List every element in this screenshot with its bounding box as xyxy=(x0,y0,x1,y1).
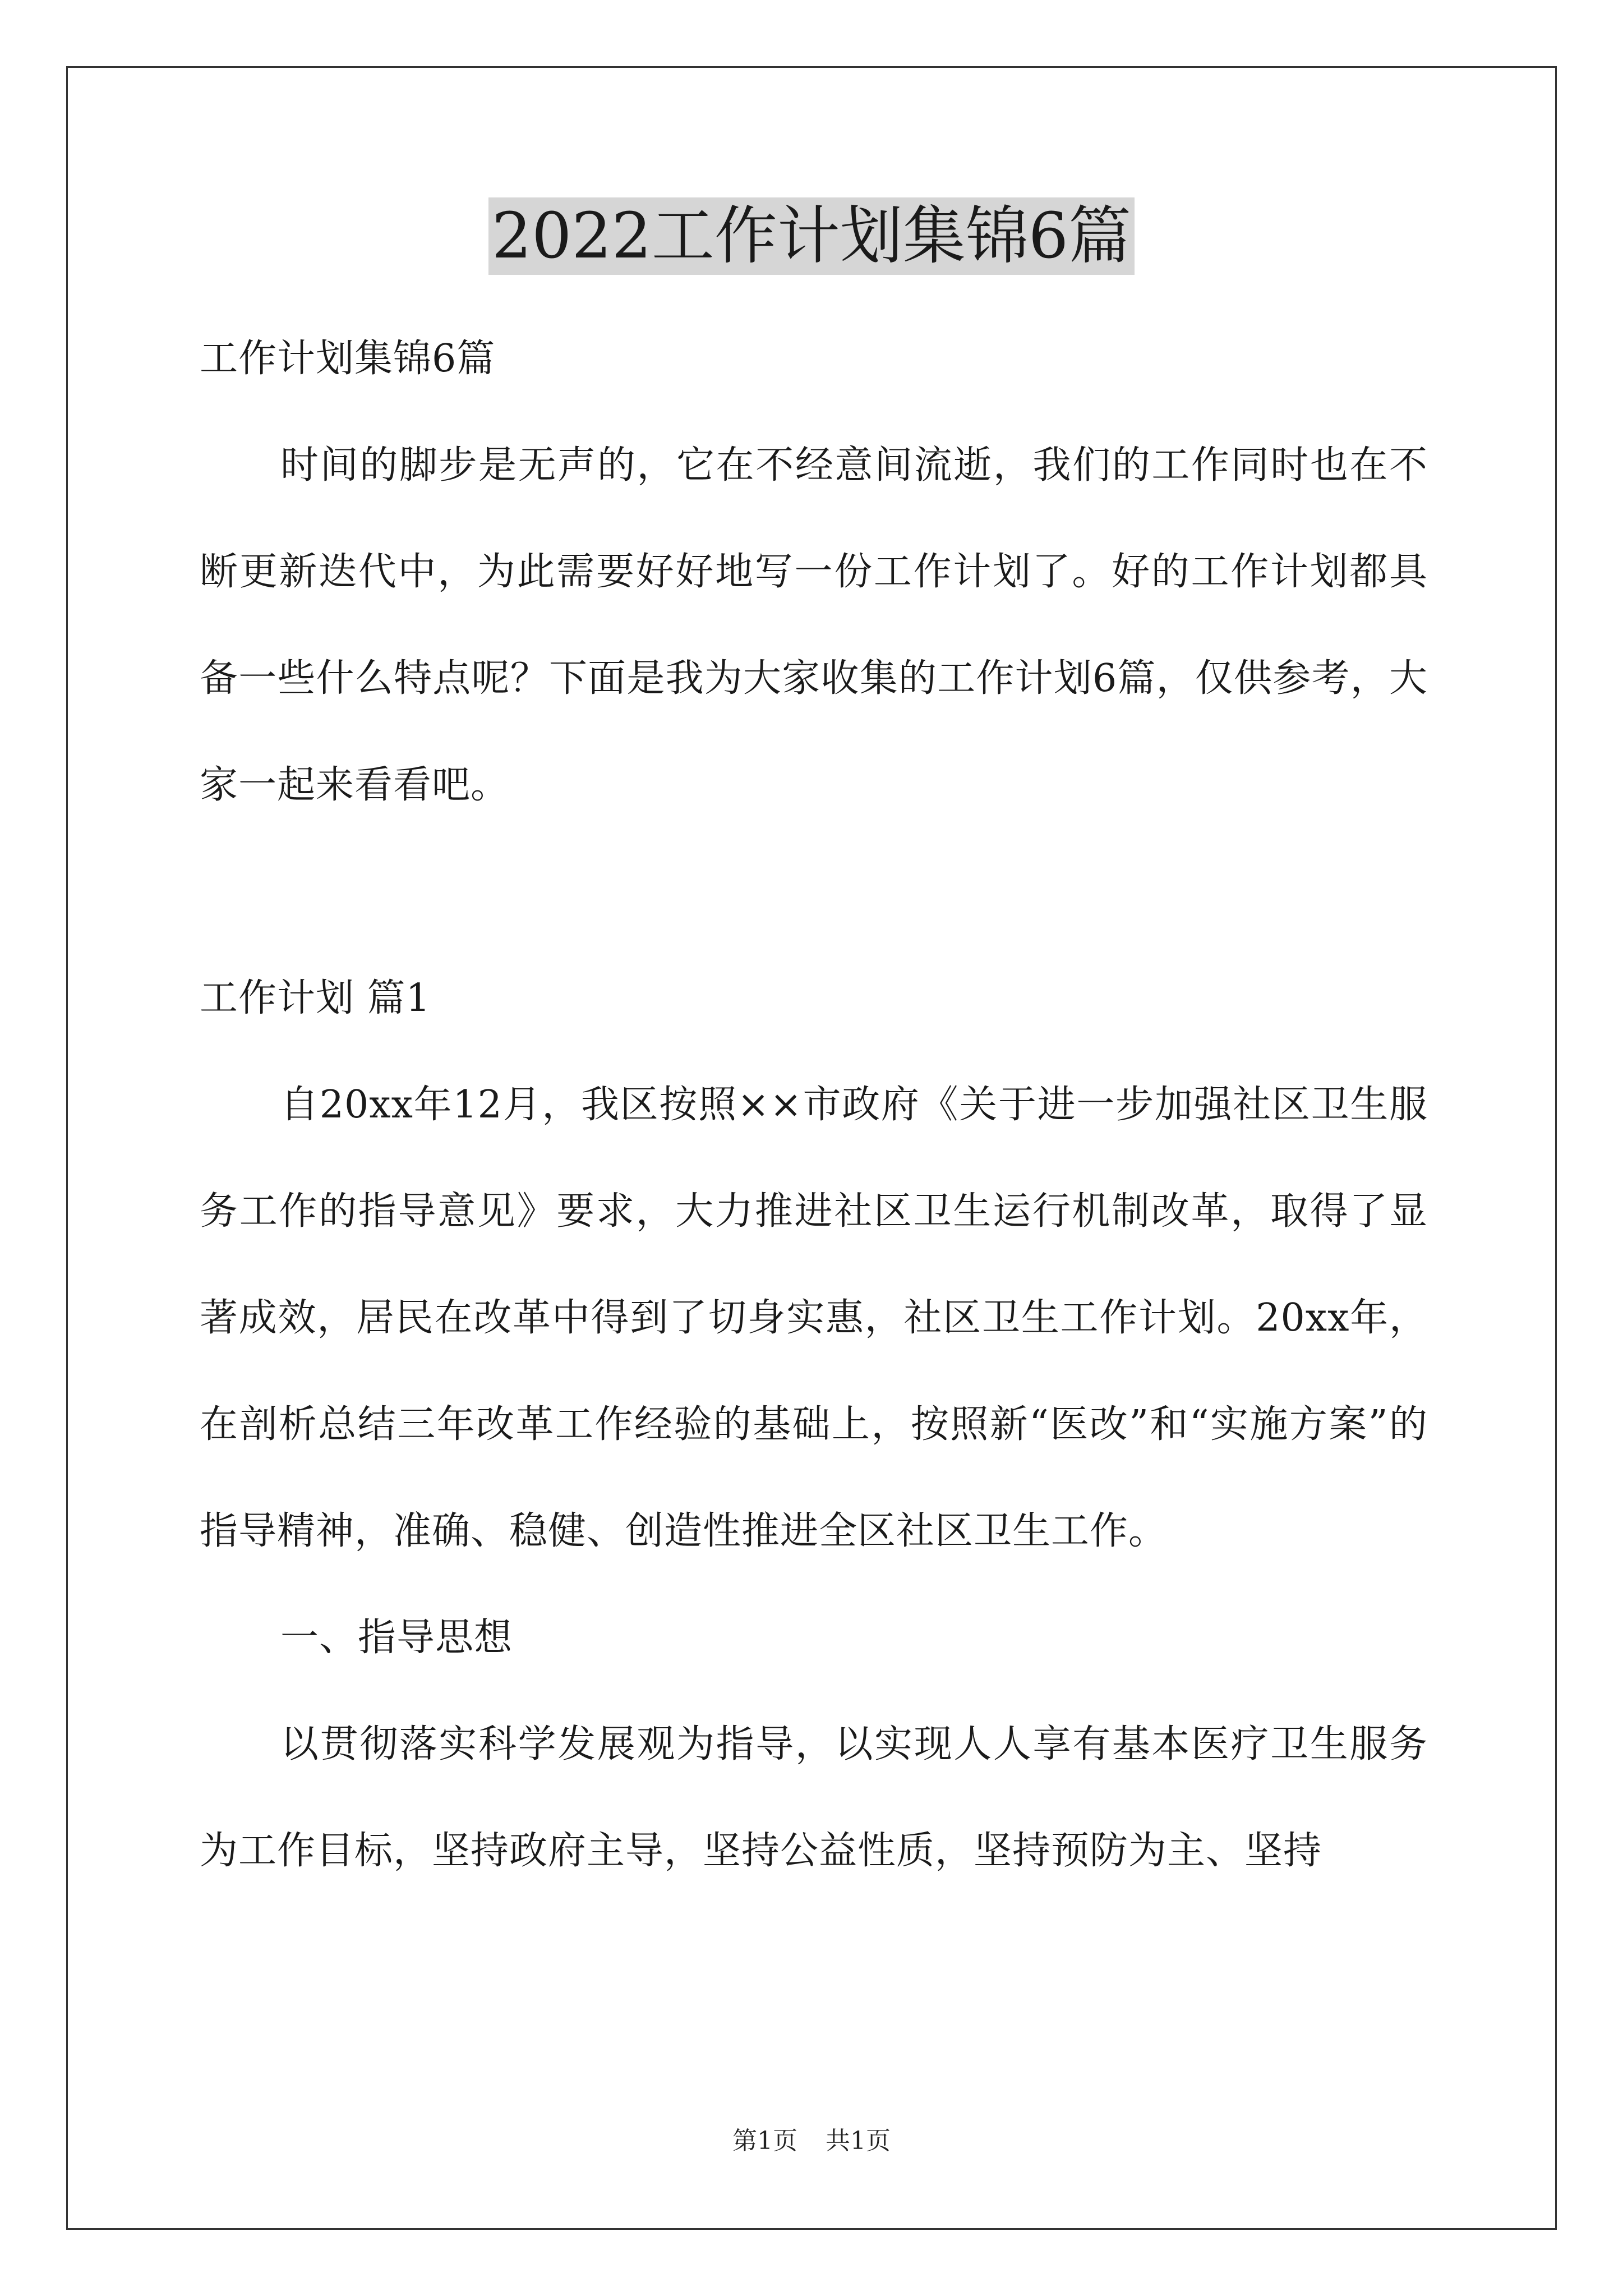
paragraph-spacer xyxy=(200,839,1428,945)
page-number-total: 共1页 xyxy=(826,2127,891,2155)
document-title: 2022工作计划集锦6篇 xyxy=(488,197,1135,275)
document-body xyxy=(200,306,1428,1904)
document-subtitle: 工作计划集锦6篇 xyxy=(200,337,496,381)
section-heading: 工作计划 篇1 xyxy=(200,976,431,1020)
page-footer xyxy=(0,2120,1623,2156)
section-paragraph-1: 自20xx年12月，我区按照××市政府《关于进一步加强社区卫生服务工作的指导意见》要求，大力推进社区卫生运行机制改革，取得了显著成效，居民在改革中得到了切身实惠，社区卫生工作计划。20xx年，在剖析总结三年改革工作经验的基础上，按照新“医改”和“实施方案”的指导精神，准确、稳健、创造性推进全区社区卫生工作。 xyxy=(200,1083,1428,1553)
section-paragraph-2: 以贯彻落实科学发展观为指导，以实现人人享有基本医疗卫生服务为工作目标，坚持政府主导，坚持公益性质，坚持预防为主、坚持 xyxy=(200,1722,1428,1873)
page-number-current: 第1页 xyxy=(732,2127,797,2155)
title-container xyxy=(0,197,1623,275)
intro-paragraph: 时间的脚步是无声的，它在不经意间流逝，我们的工作同时也在不断更新迭代中，为此需要好好地写一份工作计划了。好的工作计划都具备一些什么特点呢？下面是我为大家收集的工作计划6篇，仅供参考，大家一起来看看吧。 xyxy=(200,443,1428,807)
subheading-guiding-thought: 一、指导思想 xyxy=(280,1616,513,1660)
